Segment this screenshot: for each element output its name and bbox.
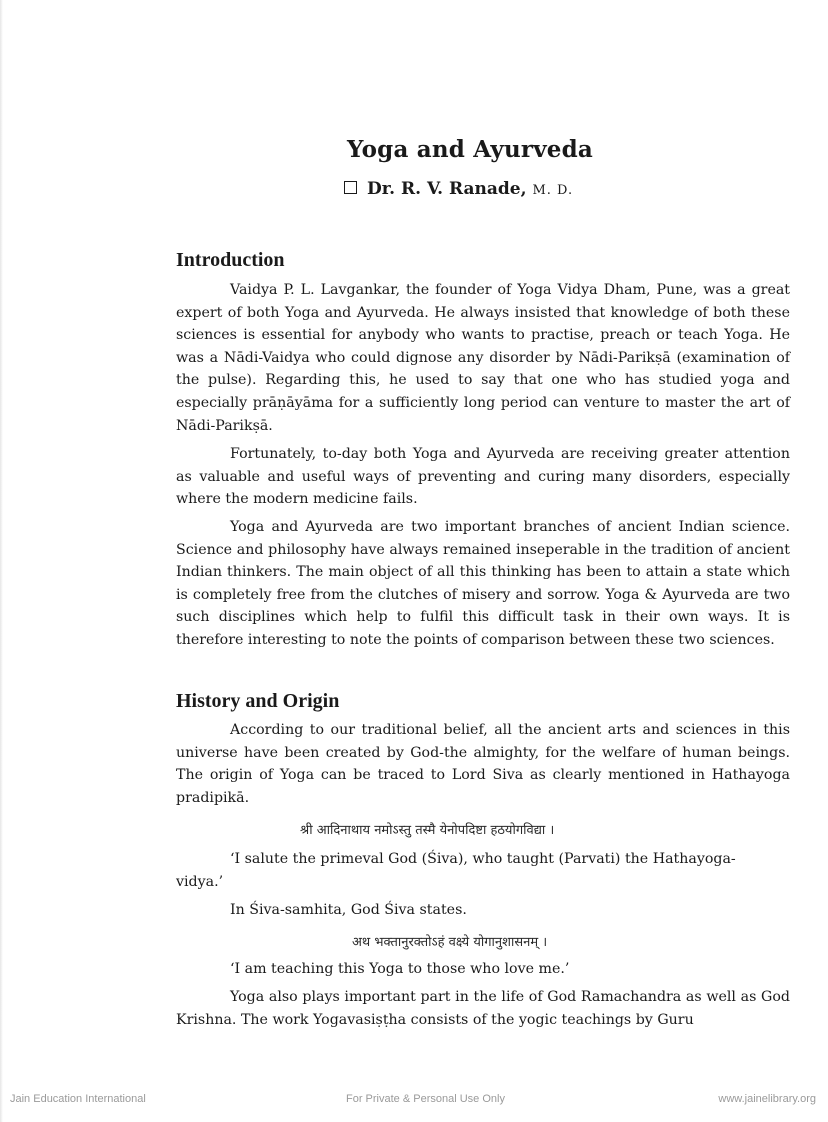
footer-right-link[interactable]: www.jainelibrary.org [718,1093,816,1105]
paragraph-history-2: Yoga also plays important part in the life of God Ramachandra as well as God Krishna. The work Yogavasiṣṭha consists of the yogic teachings by Guru [176,989,790,1028]
author-name: Dr. R. V. Ranade, [367,179,527,199]
footer-center: For Private & Personal Use Only [346,1093,505,1105]
translation-2: ‘I am teaching this Yoga to those who love me.’ [230,961,570,977]
square-bullet-icon [344,181,357,194]
translation-1-line-2: vidya.’ [176,874,224,890]
article-title: Yoga and Ayurveda [347,136,593,163]
author-byline [344,179,573,199]
samhita-line: In Śiva-samhita, God Śiva states. [230,902,467,918]
paragraph-intro-3: Yoga and Ayurveda are two important branches of ancient Indian science. Science and philosophy have always remained inseperable in the tradition of ancient Indian thinkers. The main object of all this thinking has been to attain a state which is completely free from the clutches of misery and sorrow. Yoga & Ayurveda are two such disciplines which help to fulfil this difficult task in their own ways. It is therefore interesting to note the points of comparison between these two sciences. [176,519,790,648]
author-degree: M. D. [532,183,574,198]
sanskrit-verse-2: अथ भक्तानुरक्तोऽहं वक्ष्ये योगानुशासनम् । [352,935,548,950]
translation-1-line-1: ‘I salute the primeval God (Śiva), who taught (Parvati) the Hathayoga- [230,851,736,867]
paragraph-history-1: According to our traditional belief, all the ancient arts and sciences in this universe have been created by God-the almighty, for the welfare of human beings. The origin of Yoga can be traced to Lord Siva as clearly mentioned in Hathayoga pradipikā. [176,722,790,806]
paragraph-intro-1: Vaidya P. L. Lavgankar, the founder of Yoga Vidya Dham, Pune, was a great expert of both Yoga and Ayurveda. He always insisted that knowledge of both these sciences is essential for anybody who wants to practise, preach or teach Yoga. He was a Nādi-Vaidya who could dignose any disorder by Nādi-Parikṣā (examination of the pulse). Regarding this, he used to say that one who has studied yoga and especially prāṇāyāma for a sufficiently long period can venture to master the art of Nādi-Parikṣā. [176,282,790,434]
section-heading-introduction: Introduction [176,249,285,271]
paragraph-intro-2: Fortunately, to-day both Yoga and Ayurveda are receiving greater attention as valuable and useful ways of preventing and curing many disorders, especially where the modern medicine fails. [176,446,790,508]
sanskrit-verse-1: श्री आदिनाथाय नमोऽस्तु तस्मै येनोपदिष्टा हठयोगविद्या । [300,823,555,838]
footer-left: Jain Education International [10,1093,146,1105]
section-heading-history: History and Origin [176,690,340,712]
